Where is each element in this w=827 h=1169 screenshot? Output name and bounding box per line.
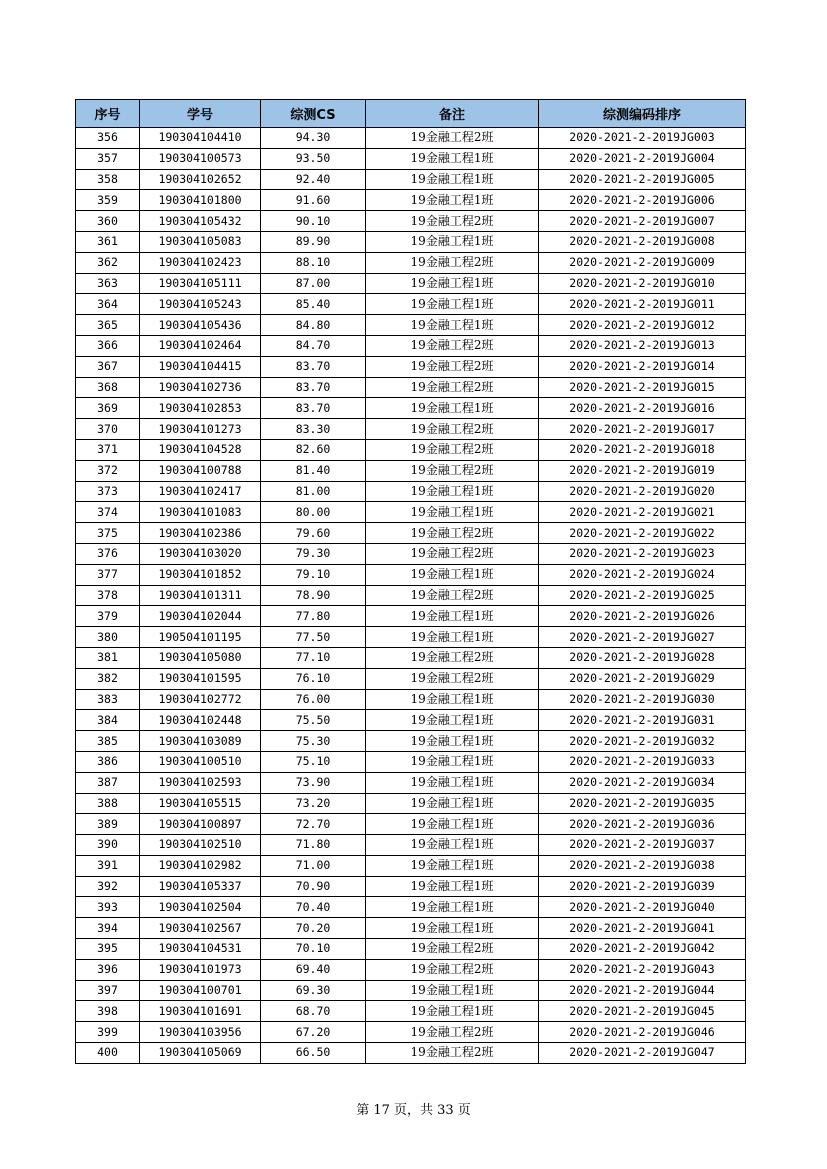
cell-code: 2020-2021-2-2019JG031 — [539, 710, 746, 731]
cell-remark: 19金融工程1班 — [366, 273, 539, 294]
cell-remark: 19金融工程2班 — [366, 668, 539, 689]
cell-code: 2020-2021-2-2019JG040 — [539, 897, 746, 918]
cell-score: 68.70 — [261, 1001, 366, 1022]
cell-score: 71.00 — [261, 855, 366, 876]
cell-index: 368 — [76, 377, 140, 398]
table-row — [76, 315, 746, 336]
cell-score: 82.60 — [261, 439, 366, 460]
cell-index: 373 — [76, 481, 140, 502]
cell-code: 2020-2021-2-2019JG028 — [539, 647, 746, 668]
cell-code: 2020-2021-2-2019JG008 — [539, 231, 746, 252]
table-row — [76, 814, 746, 835]
cell-student-id: 190304102510 — [140, 835, 261, 856]
cell-index: 374 — [76, 502, 140, 523]
header-index: 序号 — [76, 100, 140, 128]
cell-index: 359 — [76, 190, 140, 211]
table-row — [76, 523, 746, 544]
table-row — [76, 294, 746, 315]
cell-remark: 19金融工程2班 — [366, 252, 539, 273]
cell-remark: 19金融工程1班 — [366, 1001, 539, 1022]
table-row — [76, 793, 746, 814]
table-row — [76, 439, 746, 460]
table-row — [76, 169, 746, 190]
table-row — [76, 419, 746, 440]
cell-student-id: 190304105080 — [140, 647, 261, 668]
table-row — [76, 710, 746, 731]
cell-index: 370 — [76, 419, 140, 440]
cell-code: 2020-2021-2-2019JG018 — [539, 439, 746, 460]
cell-remark: 19金融工程1班 — [366, 627, 539, 648]
cell-student-id: 190304103956 — [140, 1022, 261, 1043]
cell-student-id: 190304105436 — [140, 315, 261, 336]
cell-index: 358 — [76, 169, 140, 190]
cell-code: 2020-2021-2-2019JG009 — [539, 252, 746, 273]
table-row — [76, 481, 746, 502]
cell-index: 357 — [76, 148, 140, 169]
cell-score: 70.40 — [261, 897, 366, 918]
cell-index: 361 — [76, 231, 140, 252]
cell-score: 81.40 — [261, 460, 366, 481]
cell-student-id: 190304102417 — [140, 481, 261, 502]
cell-code: 2020-2021-2-2019JG032 — [539, 731, 746, 752]
cell-score: 71.80 — [261, 835, 366, 856]
cell-code: 2020-2021-2-2019JG041 — [539, 918, 746, 939]
cell-remark: 19金融工程1班 — [366, 710, 539, 731]
cell-score: 78.90 — [261, 585, 366, 606]
cell-remark: 19金融工程1班 — [366, 980, 539, 1001]
cell-student-id: 190304100510 — [140, 751, 261, 772]
cell-remark: 19金融工程1班 — [366, 190, 539, 211]
cell-remark: 19金融工程1班 — [366, 606, 539, 627]
cell-index: 367 — [76, 356, 140, 377]
cell-remark: 19金融工程2班 — [366, 356, 539, 377]
table-row — [76, 959, 746, 980]
table-row — [76, 751, 746, 772]
cell-score: 91.60 — [261, 190, 366, 211]
table-row — [76, 835, 746, 856]
cell-remark: 19金融工程1班 — [366, 481, 539, 502]
cell-student-id: 190304100897 — [140, 814, 261, 835]
cell-remark: 19金融工程1班 — [366, 148, 539, 169]
table-row — [76, 502, 746, 523]
cell-remark: 19金融工程1班 — [366, 772, 539, 793]
cell-remark: 19金融工程2班 — [366, 211, 539, 232]
table-row — [76, 356, 746, 377]
cell-remark: 19金融工程2班 — [366, 128, 539, 149]
cell-code: 2020-2021-2-2019JG019 — [539, 460, 746, 481]
cell-student-id: 190304102736 — [140, 377, 261, 398]
cell-code: 2020-2021-2-2019JG017 — [539, 419, 746, 440]
cell-code: 2020-2021-2-2019JG013 — [539, 335, 746, 356]
cell-score: 72.70 — [261, 814, 366, 835]
cell-student-id: 190304104531 — [140, 939, 261, 960]
cell-student-id: 190304101852 — [140, 564, 261, 585]
cell-student-id: 190304102652 — [140, 169, 261, 190]
cell-student-id: 190304105337 — [140, 876, 261, 897]
cell-index: 377 — [76, 564, 140, 585]
cell-student-id: 190304101973 — [140, 959, 261, 980]
table-row — [76, 335, 746, 356]
cell-index: 365 — [76, 315, 140, 336]
cell-index: 386 — [76, 751, 140, 772]
cell-remark: 19金融工程2班 — [366, 377, 539, 398]
table-row — [76, 606, 746, 627]
cell-remark: 19金融工程1班 — [366, 793, 539, 814]
cell-score: 83.70 — [261, 377, 366, 398]
cell-code: 2020-2021-2-2019JG026 — [539, 606, 746, 627]
cell-score: 94.30 — [261, 128, 366, 149]
cell-remark: 19金融工程2班 — [366, 959, 539, 980]
cell-index: 389 — [76, 814, 140, 835]
cell-score: 79.10 — [261, 564, 366, 585]
cell-student-id: 190304102982 — [140, 855, 261, 876]
cell-remark: 19金融工程2班 — [366, 1043, 539, 1064]
cell-code: 2020-2021-2-2019JG025 — [539, 585, 746, 606]
cell-index: 379 — [76, 606, 140, 627]
cell-score: 90.10 — [261, 211, 366, 232]
cell-score: 73.90 — [261, 772, 366, 793]
cell-remark: 19金融工程1班 — [366, 315, 539, 336]
table-row — [76, 980, 746, 1001]
cell-code: 2020-2021-2-2019JG035 — [539, 793, 746, 814]
cell-index: 363 — [76, 273, 140, 294]
cell-remark: 19金融工程1班 — [366, 814, 539, 835]
cell-index: 362 — [76, 252, 140, 273]
cell-student-id: 190304103020 — [140, 543, 261, 564]
cell-score: 75.30 — [261, 731, 366, 752]
table-row — [76, 564, 746, 585]
header-remark: 备注 — [366, 100, 539, 128]
cell-code: 2020-2021-2-2019JG039 — [539, 876, 746, 897]
cell-index: 382 — [76, 668, 140, 689]
cell-score: 75.50 — [261, 710, 366, 731]
table-row — [76, 876, 746, 897]
cell-index: 390 — [76, 835, 140, 856]
cell-remark: 19金融工程2班 — [366, 1022, 539, 1043]
cell-remark: 19金融工程2班 — [366, 523, 539, 544]
page-footer: 第 17 页，共 33 页 — [356, 1103, 471, 1118]
cell-remark: 19金融工程1班 — [366, 564, 539, 585]
cell-code: 2020-2021-2-2019JG007 — [539, 211, 746, 232]
cell-index: 393 — [76, 897, 140, 918]
table-row — [76, 460, 746, 481]
cell-score: 67.20 — [261, 1022, 366, 1043]
cell-remark: 19金融工程1班 — [366, 502, 539, 523]
cell-index: 388 — [76, 793, 140, 814]
cell-score: 70.10 — [261, 939, 366, 960]
cell-student-id: 190304105083 — [140, 231, 261, 252]
cell-remark: 19金融工程2班 — [366, 419, 539, 440]
cell-student-id: 190304105111 — [140, 273, 261, 294]
cell-student-id: 190304103089 — [140, 731, 261, 752]
cell-student-id: 190504101195 — [140, 627, 261, 648]
cell-code: 2020-2021-2-2019JG027 — [539, 627, 746, 648]
cell-code: 2020-2021-2-2019JG030 — [539, 689, 746, 710]
cell-score: 84.80 — [261, 315, 366, 336]
cell-score: 70.90 — [261, 876, 366, 897]
cell-score: 77.80 — [261, 606, 366, 627]
cell-remark: 19金融工程1班 — [366, 855, 539, 876]
cell-student-id: 190304102853 — [140, 398, 261, 419]
cell-score: 83.70 — [261, 356, 366, 377]
cell-score: 76.00 — [261, 689, 366, 710]
cell-student-id: 190304104528 — [140, 439, 261, 460]
cell-student-id: 190304105243 — [140, 294, 261, 315]
cell-student-id: 190304102044 — [140, 606, 261, 627]
cell-score: 76.10 — [261, 668, 366, 689]
cell-student-id: 190304101800 — [140, 190, 261, 211]
cell-code: 2020-2021-2-2019JG043 — [539, 959, 746, 980]
table-row — [76, 190, 746, 211]
cell-index: 383 — [76, 689, 140, 710]
table-row — [76, 731, 746, 752]
cell-remark: 19金融工程1班 — [366, 897, 539, 918]
cell-index: 378 — [76, 585, 140, 606]
table-row — [76, 647, 746, 668]
cell-index: 397 — [76, 980, 140, 1001]
cell-index: 392 — [76, 876, 140, 897]
cell-student-id: 190304101691 — [140, 1001, 261, 1022]
cell-score: 87.00 — [261, 273, 366, 294]
table-row — [76, 398, 746, 419]
cell-code: 2020-2021-2-2019JG014 — [539, 356, 746, 377]
cell-student-id: 190304101083 — [140, 502, 261, 523]
cell-code: 2020-2021-2-2019JG021 — [539, 502, 746, 523]
cell-code: 2020-2021-2-2019JG010 — [539, 273, 746, 294]
cell-code: 2020-2021-2-2019JG034 — [539, 772, 746, 793]
cell-index: 385 — [76, 731, 140, 752]
cell-score: 75.10 — [261, 751, 366, 772]
table-row — [76, 543, 746, 564]
cell-score: 83.30 — [261, 419, 366, 440]
table-row — [76, 668, 746, 689]
cell-score: 84.70 — [261, 335, 366, 356]
cell-code: 2020-2021-2-2019JG047 — [539, 1043, 746, 1064]
cell-index: 395 — [76, 939, 140, 960]
cell-student-id: 190304102448 — [140, 710, 261, 731]
table-row — [76, 772, 746, 793]
cell-remark: 19金融工程1班 — [366, 876, 539, 897]
cell-student-id: 190304102772 — [140, 689, 261, 710]
cell-score: 92.40 — [261, 169, 366, 190]
cell-score: 89.90 — [261, 231, 366, 252]
table-row — [76, 939, 746, 960]
cell-student-id: 190304101273 — [140, 419, 261, 440]
cell-index: 371 — [76, 439, 140, 460]
cell-score: 88.10 — [261, 252, 366, 273]
cell-index: 360 — [76, 211, 140, 232]
cell-code: 2020-2021-2-2019JG005 — [539, 169, 746, 190]
cell-student-id: 190304102386 — [140, 523, 261, 544]
table-row — [76, 918, 746, 939]
cell-code: 2020-2021-2-2019JG016 — [539, 398, 746, 419]
cell-code: 2020-2021-2-2019JG006 — [539, 190, 746, 211]
cell-index: 400 — [76, 1043, 140, 1064]
cell-remark: 19金融工程2班 — [366, 543, 539, 564]
cell-index: 384 — [76, 710, 140, 731]
cell-code: 2020-2021-2-2019JG037 — [539, 835, 746, 856]
cell-student-id: 190304105069 — [140, 1043, 261, 1064]
cell-index: 375 — [76, 523, 140, 544]
cell-code: 2020-2021-2-2019JG023 — [539, 543, 746, 564]
cell-student-id: 190304105515 — [140, 793, 261, 814]
cell-remark: 19金融工程1班 — [366, 918, 539, 939]
table-row — [76, 627, 746, 648]
cell-student-id: 190304102504 — [140, 897, 261, 918]
cell-student-id: 190304104410 — [140, 128, 261, 149]
cell-student-id: 190304100788 — [140, 460, 261, 481]
cell-remark: 19金融工程2班 — [366, 647, 539, 668]
cell-index: 369 — [76, 398, 140, 419]
cell-student-id: 190304101595 — [140, 668, 261, 689]
cell-student-id: 190304102593 — [140, 772, 261, 793]
table-row — [76, 855, 746, 876]
cell-remark: 19金融工程2班 — [366, 439, 539, 460]
table-row — [76, 231, 746, 252]
cell-remark: 19金融工程1班 — [366, 294, 539, 315]
table-row — [76, 1022, 746, 1043]
header-student-id: 学号 — [140, 100, 261, 128]
table-row — [76, 585, 746, 606]
cell-index: 398 — [76, 1001, 140, 1022]
cell-score: 93.50 — [261, 148, 366, 169]
table-header — [76, 100, 746, 128]
header-score: 综测CS — [261, 100, 366, 128]
cell-remark: 19金融工程1班 — [366, 231, 539, 252]
cell-index: 394 — [76, 918, 140, 939]
cell-code: 2020-2021-2-2019JG042 — [539, 939, 746, 960]
table-row — [76, 1043, 746, 1064]
table-row — [76, 211, 746, 232]
cell-index: 376 — [76, 543, 140, 564]
table-body — [76, 128, 746, 1064]
cell-remark: 19金融工程2班 — [366, 939, 539, 960]
table-row — [76, 377, 746, 398]
cell-index: 356 — [76, 128, 140, 149]
cell-index: 387 — [76, 772, 140, 793]
cell-index: 399 — [76, 1022, 140, 1043]
cell-code: 2020-2021-2-2019JG036 — [539, 814, 746, 835]
cell-index: 372 — [76, 460, 140, 481]
cell-remark: 19金融工程1班 — [366, 689, 539, 710]
cell-code: 2020-2021-2-2019JG003 — [539, 128, 746, 149]
cell-index: 396 — [76, 959, 140, 980]
score-table-container — [75, 99, 745, 1064]
cell-score: 73.20 — [261, 793, 366, 814]
cell-remark: 19金融工程2班 — [366, 585, 539, 606]
cell-code: 2020-2021-2-2019JG011 — [539, 294, 746, 315]
table-row — [76, 1001, 746, 1022]
cell-student-id: 190304102464 — [140, 335, 261, 356]
table-row — [76, 273, 746, 294]
cell-score: 79.60 — [261, 523, 366, 544]
header-row — [76, 100, 746, 128]
cell-score: 70.20 — [261, 918, 366, 939]
cell-code: 2020-2021-2-2019JG044 — [539, 980, 746, 1001]
cell-index: 391 — [76, 855, 140, 876]
cell-score: 83.70 — [261, 398, 366, 419]
cell-student-id: 190304100701 — [140, 980, 261, 1001]
cell-score: 77.10 — [261, 647, 366, 668]
cell-index: 364 — [76, 294, 140, 315]
cell-remark: 19金融工程2班 — [366, 335, 539, 356]
cell-remark: 19金融工程1班 — [366, 398, 539, 419]
cell-index: 381 — [76, 647, 140, 668]
cell-code: 2020-2021-2-2019JG045 — [539, 1001, 746, 1022]
cell-student-id: 190304104415 — [140, 356, 261, 377]
cell-score: 77.50 — [261, 627, 366, 648]
cell-remark: 19金融工程1班 — [366, 835, 539, 856]
cell-code: 2020-2021-2-2019JG033 — [539, 751, 746, 772]
cell-student-id: 190304105432 — [140, 211, 261, 232]
table-row — [76, 128, 746, 149]
cell-code: 2020-2021-2-2019JG038 — [539, 855, 746, 876]
cell-code: 2020-2021-2-2019JG004 — [539, 148, 746, 169]
header-code: 综测编码排序 — [539, 100, 746, 128]
cell-code: 2020-2021-2-2019JG015 — [539, 377, 746, 398]
cell-remark: 19金融工程1班 — [366, 751, 539, 772]
cell-code: 2020-2021-2-2019JG024 — [539, 564, 746, 585]
cell-score: 79.30 — [261, 543, 366, 564]
cell-score: 85.40 — [261, 294, 366, 315]
table-row — [76, 897, 746, 918]
cell-remark: 19金融工程1班 — [366, 731, 539, 752]
cell-index: 380 — [76, 627, 140, 648]
cell-remark: 19金融工程1班 — [366, 169, 539, 190]
cell-code: 2020-2021-2-2019JG046 — [539, 1022, 746, 1043]
table-row — [76, 148, 746, 169]
table-row — [76, 689, 746, 710]
cell-student-id: 190304102567 — [140, 918, 261, 939]
cell-student-id: 190304102423 — [140, 252, 261, 273]
cell-student-id: 190304100573 — [140, 148, 261, 169]
cell-score: 69.40 — [261, 959, 366, 980]
cell-score: 66.50 — [261, 1043, 366, 1064]
table-row — [76, 252, 746, 273]
cell-score: 80.00 — [261, 502, 366, 523]
cell-code: 2020-2021-2-2019JG012 — [539, 315, 746, 336]
cell-code: 2020-2021-2-2019JG022 — [539, 523, 746, 544]
cell-remark: 19金融工程2班 — [366, 460, 539, 481]
cell-index: 366 — [76, 335, 140, 356]
cell-score: 69.30 — [261, 980, 366, 1001]
cell-student-id: 190304101311 — [140, 585, 261, 606]
cell-code: 2020-2021-2-2019JG020 — [539, 481, 746, 502]
score-table — [75, 99, 746, 1064]
cell-score: 81.00 — [261, 481, 366, 502]
cell-code: 2020-2021-2-2019JG029 — [539, 668, 746, 689]
